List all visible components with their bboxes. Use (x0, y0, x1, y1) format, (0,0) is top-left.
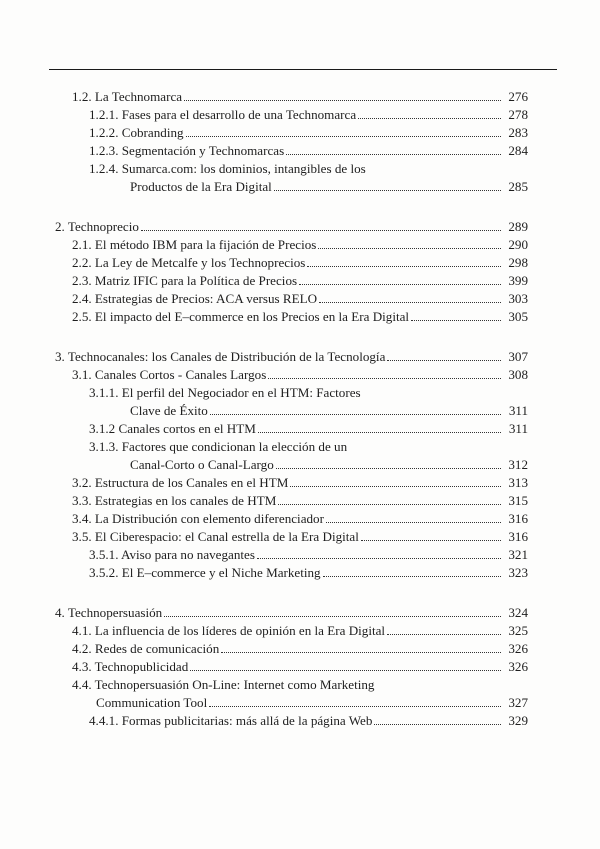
toc-entry-title: 2.1. El método IBM para la fijación de Precios (72, 237, 317, 252)
toc-entry-page: 289 (508, 219, 528, 234)
toc-entry-page: 311 (508, 421, 528, 436)
toc-entry-page: 327 (508, 695, 528, 710)
toc-entry-page: 298 (508, 255, 528, 270)
toc-leader (276, 468, 501, 469)
header-rule (49, 69, 557, 70)
toc-leader (141, 230, 501, 231)
toc-entry-title: 3.1. Canales Cortos - Canales Largos (72, 367, 267, 382)
toc-entry-continuation (130, 456, 528, 473)
toc-leader (268, 378, 501, 379)
toc-leader (274, 190, 501, 191)
toc-entry-page: 313 (508, 475, 528, 490)
toc-entry (89, 438, 528, 455)
toc-entry (72, 622, 528, 639)
toc-entry-page: 284 (508, 143, 528, 158)
toc-entry-page: 399 (508, 273, 528, 288)
toc-entry-title: 4.4.1. Formas publicitarias: más allá de la página Web (89, 713, 373, 728)
toc-entry (72, 474, 528, 491)
toc-entry-continuation (130, 402, 528, 419)
toc-leader (286, 154, 501, 155)
toc-entry-page: 325 (508, 623, 528, 638)
toc-entry-title: 3.5.1. Aviso para no navegantes (89, 547, 255, 562)
toc-entry (55, 604, 528, 621)
toc-leader (257, 558, 501, 559)
toc-leader (221, 652, 501, 653)
toc-entry-page: 308 (508, 367, 528, 382)
toc-entry-title: 2.3. Matriz IFIC para la Política de Precios (72, 273, 298, 288)
toc-entry-title: 1.2.1. Fases para el desarrollo de una Technomarca (89, 107, 357, 122)
toc-entry (89, 712, 528, 729)
toc-leader (326, 522, 501, 523)
toc-entry-page: 321 (508, 547, 528, 562)
toc-entry-title: 4.4. Technopersuasión On-Line: Internet como Marketing (72, 677, 375, 692)
toc-entry (89, 546, 528, 563)
toc-entry-page: 324 (508, 605, 528, 620)
toc-entry-page: 312 (508, 457, 528, 472)
toc-entry-page: 323 (508, 565, 528, 580)
toc-entry-title: 3.5.2. El E–commerce y el Niche Marketing (89, 565, 321, 580)
toc-entry (89, 420, 528, 437)
toc-entry (89, 160, 528, 177)
toc-entry (72, 272, 528, 289)
toc-entry-page: 315 (508, 493, 528, 508)
toc-entry-page: 303 (508, 291, 528, 306)
toc-entry-title: 4. Technopersuasión (55, 605, 163, 620)
toc-leader (258, 432, 501, 433)
toc-leader (361, 540, 501, 541)
toc-leader (387, 634, 501, 635)
toc-entry-title: 3. Technocanales: los Canales de Distribución de la Tecnología (55, 349, 386, 364)
toc-entry-page: 285 (508, 179, 528, 194)
toc-entry-title: 3.3. Estrategias en los canales de HTM (72, 493, 277, 508)
toc-entry (89, 384, 528, 401)
toc-leader (186, 136, 501, 137)
toc-entry-page: 326 (508, 659, 528, 674)
toc-leader (318, 248, 501, 249)
toc-entry (89, 564, 528, 581)
toc-entry (72, 290, 528, 307)
toc-entry-page: 316 (508, 529, 528, 544)
toc-leader (190, 670, 501, 671)
toc-leader (319, 302, 501, 303)
toc-entry-page: 305 (508, 309, 528, 324)
toc-entry (72, 236, 528, 253)
toc-entry-title: 1.2.3. Segmentación y Technomarcas (89, 143, 285, 158)
toc-entry-title: 3.1.1. El perfil del Negociador en el HTM: Factores (89, 385, 361, 400)
toc-entry (89, 142, 528, 159)
toc-entry-title: Canal-Corto o Canal-Largo (130, 457, 274, 472)
toc-entry (72, 492, 528, 509)
toc-entry-title: 3.5. El Ciberespacio: el Canal estrella de la Era Digital (72, 529, 359, 544)
toc-entry-page: 290 (508, 237, 528, 252)
toc-entry-title: Productos de la Era Digital (130, 179, 272, 194)
toc-entry-title: 2.5. El impacto del E–commerce en los Precios en la Era Digital (72, 309, 410, 324)
toc-entry-page: 316 (508, 511, 528, 526)
toc-leader (278, 504, 501, 505)
toc-entry (89, 124, 528, 141)
toc-entry-title: 1.2.2. Cobranding (89, 125, 184, 140)
toc-entry-title: Communication Tool (96, 695, 208, 710)
toc-leader (210, 414, 501, 415)
toc-leader (209, 706, 501, 707)
toc-leader (411, 320, 501, 321)
toc-entry (72, 658, 528, 675)
toc-entry-continuation (96, 694, 528, 711)
toc-leader (374, 724, 501, 725)
toc-leader (387, 360, 501, 361)
toc-entry-title: 2.4. Estrategias de Precios: ACA versus RELO (72, 291, 318, 306)
toc-entry (89, 106, 528, 123)
toc-entry (72, 308, 528, 325)
toc-entry-page: 311 (508, 403, 528, 418)
toc-entry-title: 3.1.3. Factores que condicionan la elección de un (89, 439, 348, 454)
toc-entry (72, 88, 528, 105)
toc-entry-page: 276 (508, 89, 528, 104)
toc-entry (72, 254, 528, 271)
toc-entry-title: Clave de Éxito (130, 403, 208, 418)
toc-entry-title: 4.2. Redes de comunicación (72, 641, 220, 656)
toc-entry-title: 1.2. La Technomarca (72, 89, 183, 104)
toc-entry-continuation (130, 178, 528, 195)
toc-entry-title: 3.2. Estructura de los Canales en el HTM (72, 475, 289, 490)
toc-leader (323, 576, 501, 577)
toc-leader (307, 266, 501, 267)
toc-leader (358, 118, 501, 119)
toc-entry-page: 329 (508, 713, 528, 728)
toc-entry-title: 2. Technoprecio (55, 219, 139, 234)
toc-entry-title: 3.4. La Distribución con elemento diferenciador (72, 511, 324, 526)
toc-entry (72, 528, 528, 545)
toc-entry-title: 4.3. Technopublicidad (72, 659, 189, 674)
toc-leader (299, 284, 501, 285)
toc-entry (72, 676, 528, 693)
toc-entry-page: 326 (508, 641, 528, 656)
toc-entry-title: 2.2. La Ley de Metcalfe y los Technoprecios (72, 255, 306, 270)
toc-entry (55, 218, 528, 235)
toc-leader (290, 486, 501, 487)
toc-entry-page: 307 (508, 349, 528, 364)
toc-entry (72, 366, 528, 383)
toc-entry-title: 3.1.2 Canales cortos en el HTM (89, 421, 256, 436)
toc-leader (164, 616, 501, 617)
toc-entry-title: 1.2.4. Sumarca.com: los dominios, intangibles de los (89, 161, 366, 176)
toc-entry (72, 640, 528, 657)
toc-entry (72, 510, 528, 527)
toc-entry (55, 348, 528, 365)
toc-leader (184, 100, 501, 101)
toc-entry-title: 4.1. La influencia de los líderes de opinión en la Era Digital (72, 623, 386, 638)
toc-entry-page: 283 (508, 125, 528, 140)
toc-entry-page: 278 (508, 107, 528, 122)
